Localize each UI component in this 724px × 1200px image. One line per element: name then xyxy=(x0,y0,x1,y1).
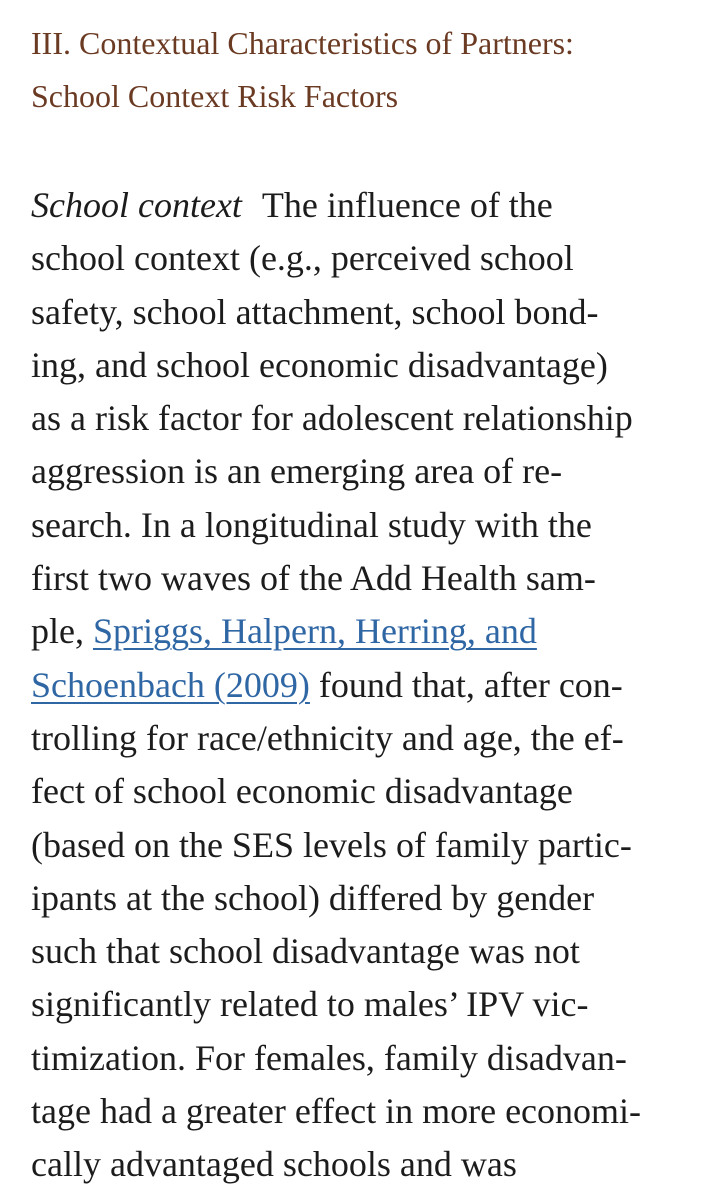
paragraph-line-10 xyxy=(31,659,641,712)
paragraph-line-19: cally advantaged schools and was xyxy=(31,1144,517,1185)
paragraph-line-9 xyxy=(31,605,641,658)
paragraph-line-5: as a risk factor for adolescent relationship xyxy=(31,398,633,439)
run-in-term: School context xyxy=(31,185,242,225)
paragraph-line-9-prefix: ple, xyxy=(31,611,93,652)
paragraph-line-14: ipants at the school) differed by gender xyxy=(31,877,595,918)
citation-link-part-2[interactable]: Schoenbach (2009) xyxy=(31,664,310,705)
section-heading-line-2: School Context Risk Factors xyxy=(31,78,399,114)
paragraph-line-10-text: found that, after con- xyxy=(309,664,623,705)
paragraph-line-2: school context (e.g., perceived school xyxy=(31,238,574,279)
paragraph-line-12: fect of school economic disadvantage xyxy=(31,771,573,812)
paragraph-line-7: search. In a longitudinal study with the xyxy=(31,504,592,545)
section-heading xyxy=(31,17,574,123)
paragraph-line-11: trolling for race/ethnicity and age, the ef- xyxy=(31,717,624,758)
paragraph-line-3: safety, school attachment, school bond- xyxy=(31,291,599,332)
paragraph-line-15: such that school disadvantage was not xyxy=(31,931,580,972)
paragraph-line-13: (based on the SES levels of family partic- xyxy=(31,824,632,865)
paragraph-line-8: first two waves of the Add Health sam- xyxy=(31,558,596,599)
paragraph-line-4: ing, and school economic disadvantage) xyxy=(31,344,608,385)
paragraph-line-1-text: The influence of the xyxy=(261,185,553,225)
section-heading-line-1: III. Contextual Characteristics of Partners: xyxy=(31,25,574,61)
citation-link-part-1[interactable]: Spriggs, Halpern, Herring, and xyxy=(92,611,537,652)
paragraph-line-18: tage had a greater effect in more economi- xyxy=(31,1091,642,1132)
body-paragraph xyxy=(31,179,641,1192)
paragraph-line-6: aggression is an emerging area of re- xyxy=(31,451,563,492)
paragraph-line-17: timization. For females, family disadvan- xyxy=(31,1037,627,1078)
paragraph-line-16: significantly related to males’ IPV vic- xyxy=(31,984,589,1025)
paragraph-line-1 xyxy=(31,179,641,232)
